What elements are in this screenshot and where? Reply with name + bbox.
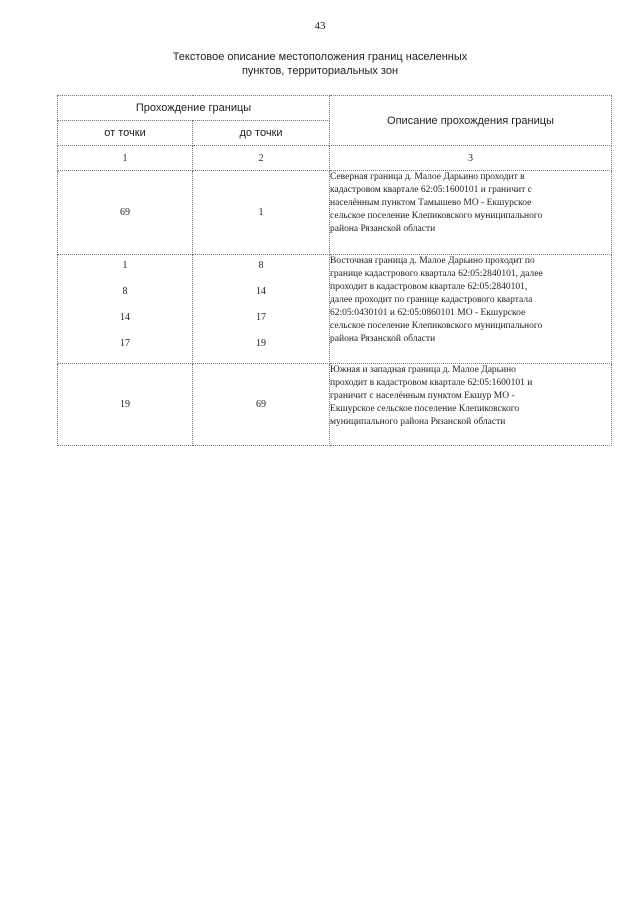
from-point-value: 69 [120, 207, 130, 218]
to-point-value: 17 [256, 312, 266, 323]
table-row [58, 364, 612, 446]
description-line: населённым пунктом Тамышево МО - Екшурское [330, 198, 532, 208]
table-row [58, 255, 612, 364]
from-point-value: 17 [120, 338, 130, 349]
to-point-cell [193, 255, 330, 364]
from-point-cell [58, 364, 193, 446]
description-line: района Рязанской области [330, 224, 436, 234]
description-line: сельское поселение Клепиковского муниципального [330, 321, 543, 331]
from-point-cell [58, 171, 193, 255]
from-point-cell [58, 255, 193, 364]
to-point-cell [193, 171, 330, 255]
description-line: граничит с населённым пунктом Екшур МО - [330, 391, 515, 401]
column-number: 1 [58, 146, 193, 171]
description-line: Восточная граница д. Малое Дарьино проходит по [330, 256, 535, 266]
title-line-1: Текстовое описание местоположения границ населенных [172, 51, 468, 63]
description-line: далее проходит по границе кадастрового квартала [330, 295, 533, 305]
header-from-point: от точки [58, 121, 193, 146]
description-line: границе кадастрового квартала 62:05:2840101, далее [330, 269, 543, 279]
to-point-value: 19 [256, 338, 266, 349]
header-to-point: до точки [193, 121, 330, 146]
table-body [58, 146, 612, 446]
description-cell [330, 255, 612, 364]
description-cell [330, 364, 612, 446]
to-point-value: 14 [256, 286, 266, 297]
from-point-value: 1 [122, 260, 128, 271]
column-number-row [58, 146, 612, 171]
boundary-table [57, 95, 612, 446]
description-line: Екшурское сельское поселение Клепиковского [330, 404, 520, 414]
to-point-value: 1 [258, 207, 264, 218]
description-line: 62:05:0430101 и 62:05:0860101 МО - Екшурское [330, 308, 526, 318]
description-cell [330, 171, 612, 255]
header-description: Описание прохождения границы [330, 96, 612, 146]
to-point-value: 69 [256, 399, 266, 410]
description-line: кадастровом квартале 62:05:1600101 и граничит с [330, 185, 532, 195]
description-line: Северная граница д. Малое Дарьино проходит в [330, 172, 525, 182]
description-line: муниципального района Рязанской области [330, 417, 506, 427]
from-point-value: 14 [120, 312, 130, 323]
table-row [58, 171, 612, 255]
description-line: Южная и западная граница д. Малое Дарьино [330, 365, 516, 375]
column-number: 2 [193, 146, 330, 171]
description-line: района Рязанской области [330, 334, 436, 344]
from-point-value: 8 [122, 286, 128, 297]
to-point-cell [193, 364, 330, 446]
to-point-value: 8 [258, 260, 264, 271]
header-boundary-group: Прохождение границы [58, 96, 330, 121]
document-title [0, 50, 640, 78]
title-line-2: пунктов, территориальных зон [241, 65, 399, 77]
description-line: сельское поселение Клепиковского муниципального [330, 211, 543, 221]
page-number: 43 [314, 20, 326, 32]
from-point-value: 19 [120, 399, 130, 410]
column-number: 3 [330, 146, 612, 171]
description-line: проходит в кадастровом квартале 62:05:1600101 и [330, 378, 533, 388]
description-line: проходит в кадастровом квартале 62:05:2840101, [330, 282, 528, 292]
